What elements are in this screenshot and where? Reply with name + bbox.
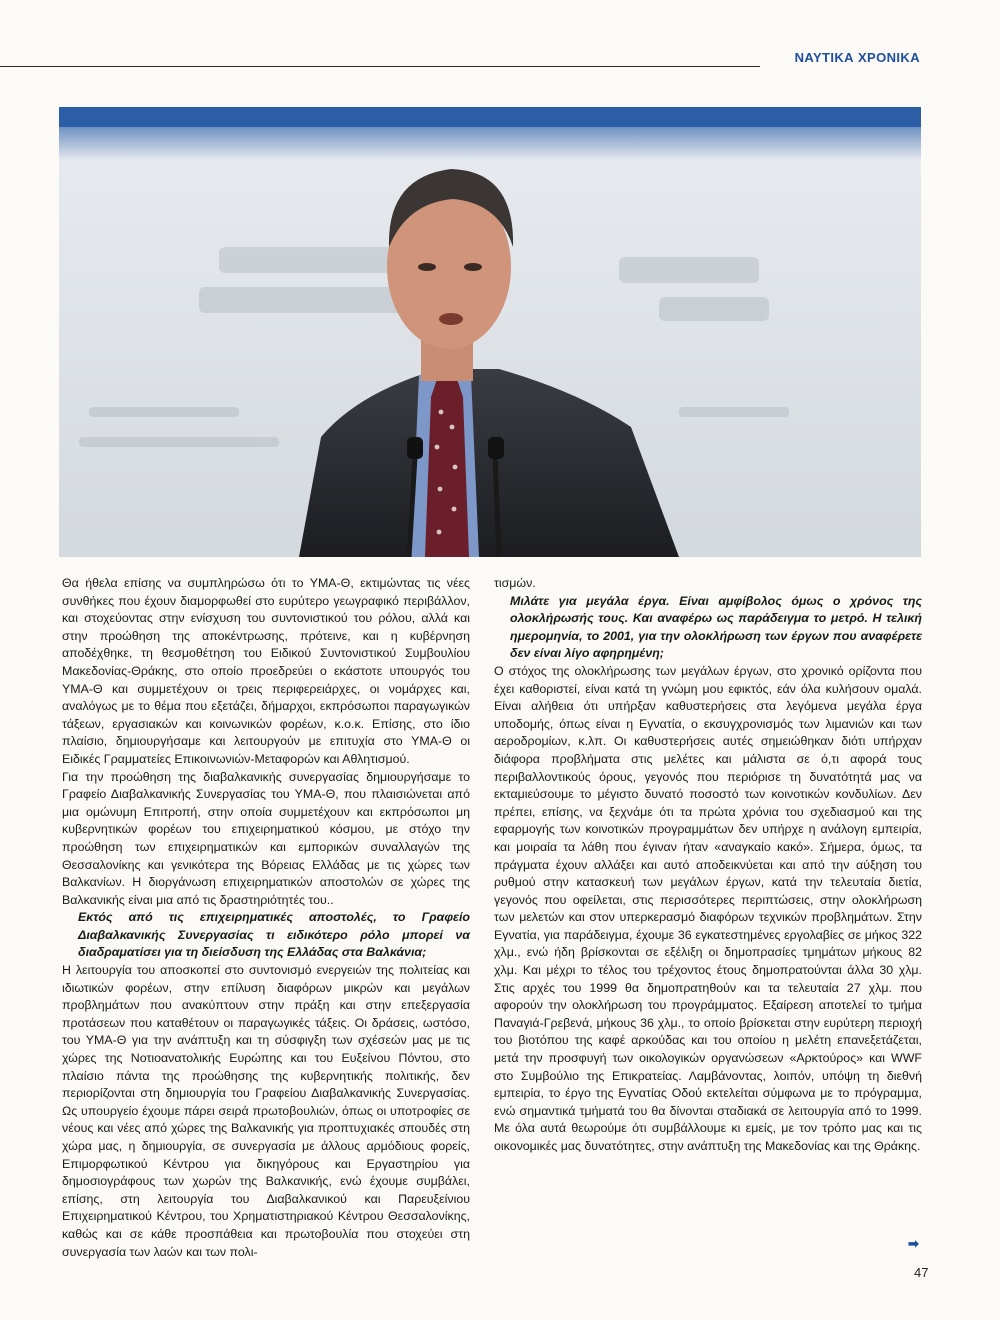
interview-question: Μιλάτε για μεγάλα έργα. Είναι αμφίβολος όμως ο χρόνος της ολοκλήρωσής τους. Και αναφέρω ως παράδειγμα το μετρό. Η τελική ημερομηνία, το 2001, για την ολοκλήρωση των έργων που αναφέρετε δεν είναι λίγο αφηρημένη; [510, 593, 922, 661]
speaker-portrait-icon [59, 107, 921, 557]
speaker-photo [59, 107, 921, 557]
article-column-right [494, 575, 922, 1156]
interview-question: Εκτός από τις επιχειρηματικές αποστολές, το Γραφείο Διαβαλκανικής Συνεργασίας τι ειδικότερο ρόλο μπορεί να διαδραματίσει για τη διείσδυση της Ελλάδας στα Βαλκάνια; [78, 910, 470, 960]
continue-arrow-icon: ➡ [908, 1236, 919, 1251]
paragraph: Θα ήθελα επίσης να συμπληρώσω ότι το ΥΜΑ-Θ, εκτιμώντας τις νέες συνθήκες που έχουν διαμορφωθεί στο ευρύτερο γεωγραφικό περιβάλλον, και στοχεύοντας στην ενίσχυση του συντονιστικού του ρόλου, αλλά και στην προώθηση της αποκέντρωσης, πρότεινε, και η κυβέρνηση αποδέχθηκε, τη θεσμοθέτηση του Ειδικού Συντονιστικού Συμβουλίου Μακεδονίας-Θράκης, στο οποίο προεδρεύει ο εκάστοτε υπουργός του ΥΜΑ-Θ και συμμετέχουν οι τρεις περιφερειάρχες, οι νομάρχες και, αναλόγως με το θέμα που εξετάζει, δήμαρχοι, εκπρόσωποι παραγωγικών τάξεων, εργασιακών και κοινωνικών φορέων, κ.ο.κ. Επίσης, στο ίδιο πλαίσιο, δημιουργήσαμε και λειτουργούν με επιτυχία στο ΥΜΑ-Θ οι Ειδικές Γραμματείες Επικοινωνιών-Μεταφορών και Αθλητισμού. [62, 576, 470, 766]
journal-title: ΝΑΥΤΙΚΑ ΧΡΟΝΙΚΑ [794, 50, 920, 65]
paragraph: Για την προώθηση της διαβαλκανικής συνεργασίας δημιουργήσαμε το Γραφείο Διαβαλκανικής Συνεργασίας του ΥΜΑ-Θ, που πλαισιώνεται από μια ομώνυμη Επιτροπή, στην οποία συμμετέχουν και εκπρόσωποι μη κυβερνητικών φορέων του επιχειρηματικού κόσμου, με στόχο την προώθηση των επιχειρηματικών και εμπορικών συναλλαγών της Θεσσαλονίκης και γενικότερα της Βόρειας Ελλάδας με τις χώρες των Βαλκανίων. Η διοργάνωση επιχειρηματικών αποστολών σε χώρες της Βαλκανικής είναι μια από τις δραστηριότητές του.. [62, 769, 470, 907]
header-rule [0, 66, 760, 67]
paragraph-continuation: τισμών. [494, 576, 536, 590]
article-column-left [62, 575, 470, 1261]
paragraph: Η λειτουργία του αποσκοπεί στο συντονισμό ενεργειών της πολιτείας και ιδιωτικών φορέων, στην επίλυση διαφόρων μικρών και μεγάλων προβλημάτων που ανακύπτουν στην πράξη και στην επεξεργασία προτάσεων που καταθέτουν οι παραγωγικές τάξεις. Οι δράσεις, ωστόσο, του ΥΜΑ-Θ για την ανάπτυξη και τη σύσφιγξη των σχέσεών μας με τις χώρες της Νοτιοανατολικής Ευρώπης και του Ευξείνου Πόντου, στο πλαίσιο πάντα της προώθησης της κυβερνητικής πολιτικής, δεν περιορίζονται στη δημιουργία του Γραφείου Διαβαλκανικής Συνεργασίας. Ως υπουργείο έχουμε πάρει σειρά πρωτοβουλιών, όπως οι υποτροφίες σε νέους και νέες από χώρες της Βαλκανικής για προπτυχιακές σπουδές στη χώρα μας, η δημιουργία, σε συνεργασία με άλλους αρμόδιους φορείς, Επιμορφωτικού Κέντρου για δικηγόρους και Εργαστηρίου για δημοσιογράφους των χωρών της Βαλκανικής, ενώ έχουμε συμβάλει, επίσης, στη λειτουργία του Διαβαλκανικού και Παρευξείνιου Επιχειρηματικού Κέντρου, του Χρηματιστηριακού Κέντρου Θεσσαλονίκης, καθώς και σε κάθε προσπάθεια και πρωτοβουλία που στοχεύει στη συνεργασία των λαών και των πολι- [62, 963, 470, 1259]
paragraph: Ο στόχος της ολοκλήρωσης των μεγάλων έργων, στο χρονικό ορίζοντα που έχει καθοριστεί, είναι κατά τη γνώμη μου εφικτός, εάν όλα κυλήσουν ομαλά. Είναι αλήθεια ότι υπήρξαν καθυστερήσεις στα λεγόμενα μεγάλα έργα υποδομής, όπως είναι η Εγνατία, ο εκσυγχρονισμός των λιμανιών και των αεροδρομίων, κ.λπ. Οι καθυστερήσεις αυτές σημειώθηκαν διότι υπήρχαν διάφορα προβλήματα στις μελέτες και μάλιστα σε ό,τι αφορά τους περιβαλλοντικούς όρους, γεγονός που περιόρισε τη δυνατότητά μας να εκταμιεύσουμε το μέγιστο δυνατό ποσοστό των κοινοτικών κονδυλίων. Δεν πρέπει, επίσης, να ξεχνάμε ότι τα πρώτα χρόνια του σχεδιασμού και της εφαρμογής των κοινοτικών προγραμμάτων δεν υπήρχε η ανάλογη εμπειρία, και μοιραία τα λάθη που έγιναν ήταν «αναγκαίο κακό». Σήμερα, όμως, τα πράγματα έχουν αλλάξει και αυτό αποδεικνύεται και από την αύξηση του ρυθμού στην κατασκευή των μεγάλων έργων, κατά την τελευταία διετία, γεγονός που οφείλεται, στις περισσότερες περιπτώσεις, στην ολοκλήρωση των μελετών και στον υπερκερασμό διαφόρων τεχνικών προβλημάτων. Στην Εγνατία, για παράδειγμα, έχουμε 36 εγκατεστημένες εργολαβίες σε μήκος 322 χλμ., ενώ ήδη βρίσκονται σε εξέλιξη οι δημοπρασίες τμημάτων μήκους 82 χλμ. Και μέχρι το τέλος του τρέχοντος έτους δημοπρατούνται άλλα 30 χλμ. Στις αρχές του 1999 θα δημοπρατηθούν και τα τελευταία 27 χλμ. που αφορούν την ολοκλήρωση του προγράμματος. Εξαίρεση αποτελεί το τμήμα Παναγιά-Γρεβενά, μήκους 36 χλμ., το οποίο βρίσκεται στην ευρύτερη περιοχή του βιοτόπου της καφέ αρκούδας και του οποίου η μελέτη επανεξετάζεται, μετά την προσφυγή των οικολογικών οργανώσεων «Αρκτούρος» και WWF στο Συμβούλιο της Επικρατείας. Λαμβάνοντας, λοιπόν, υπόψη τη διεθνή εμπειρία, το έργο της Εγνατίας Οδού εκτελείται σύμφωνα με το πρόγραμμα, ενώ σημαντικά τμήματά του θα δίνονται σταδιακά σε λειτουργία από το 1999. Με όλα αυτά θεωρούμε ότι συμβάλλουμε κι εμείς, με τον τρόπο μας και τις οικονομικές μας δυνατότητες, στην ανάπτυξη της Μακεδονίας και της Θράκης. [494, 663, 922, 1153]
page-number: 47 [914, 1265, 929, 1280]
